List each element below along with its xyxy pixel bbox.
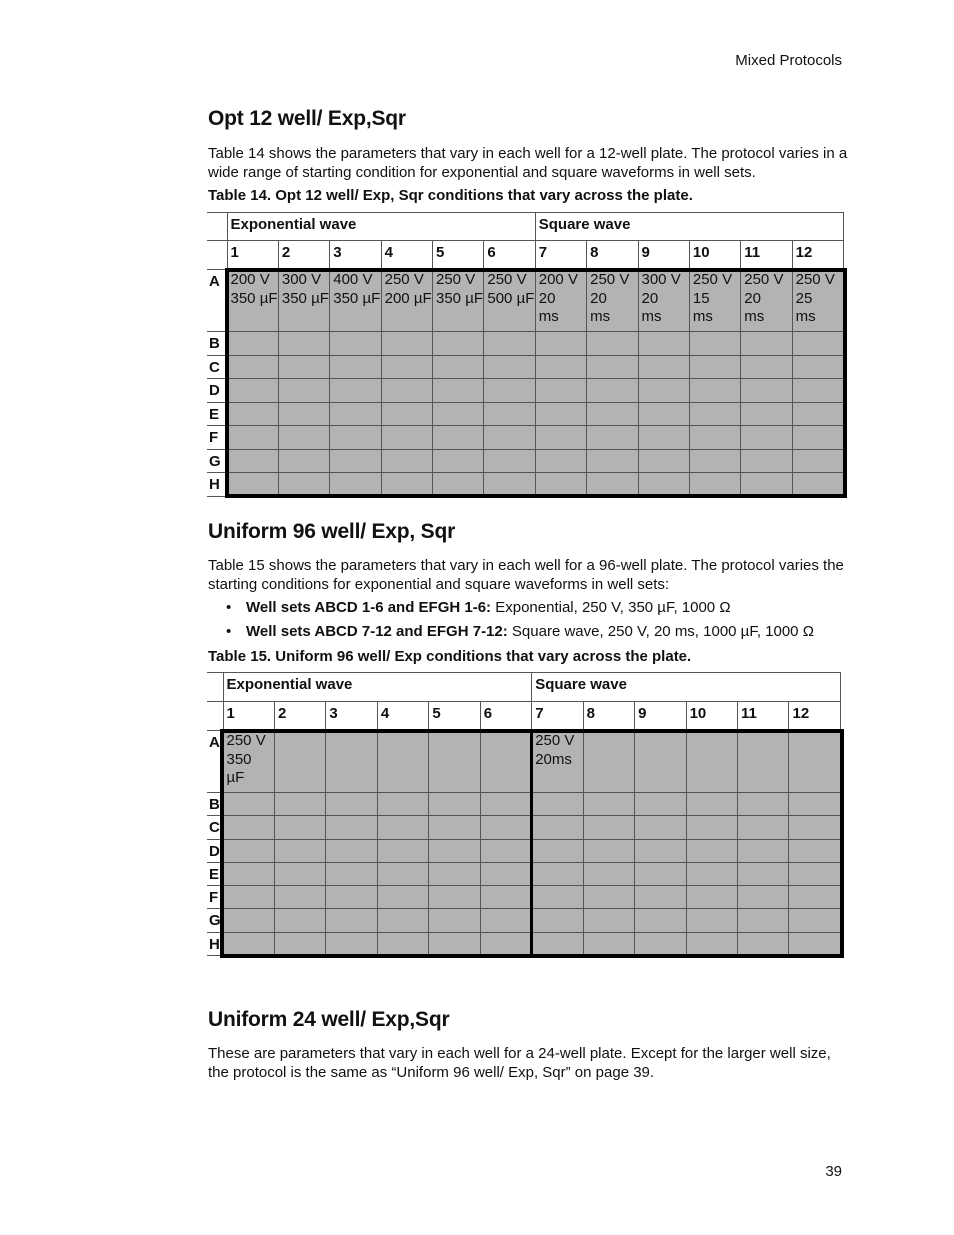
well-cell <box>326 862 377 885</box>
table-row <box>207 886 841 909</box>
well-cell <box>429 839 480 862</box>
well-cell <box>480 886 531 909</box>
well-cell <box>326 909 377 932</box>
well-cell <box>587 426 638 450</box>
well-cell <box>587 402 638 426</box>
well-cell <box>278 473 329 497</box>
well-cell <box>223 932 274 955</box>
well-cell <box>381 449 432 473</box>
well-cell <box>223 886 274 909</box>
table-row <box>207 793 841 816</box>
well-cell <box>532 909 583 932</box>
well-cell <box>326 886 377 909</box>
table14-caption: Table 14. Opt 12 well/ Exp, Sqr conditions that vary across the plate. <box>208 187 693 204</box>
table15 <box>207 672 841 956</box>
table-row <box>207 379 844 403</box>
well-cell: 250 V 20 ms <box>587 270 638 332</box>
well-cell <box>484 473 535 497</box>
well-cell <box>484 402 535 426</box>
column-header: 2 <box>274 702 325 731</box>
well-cell <box>686 909 737 932</box>
row-label: B <box>207 793 223 816</box>
row-label: F <box>207 426 227 450</box>
well-cell <box>738 932 789 955</box>
well-cell <box>326 731 377 793</box>
well-cell <box>789 909 841 932</box>
well-cell <box>429 909 480 932</box>
column-header: 10 <box>689 241 740 270</box>
well-cell <box>278 402 329 426</box>
well-cell <box>330 473 381 497</box>
well-cell <box>381 355 432 379</box>
well-cell <box>738 793 789 816</box>
well-cell <box>278 355 329 379</box>
table-corner <box>207 241 227 270</box>
well-cell <box>583 886 634 909</box>
well-cell <box>429 731 480 793</box>
well-cell <box>792 332 843 356</box>
list-item: • Well sets ABCD 1-6 and EFGH 1-6: Exponential, 250 V, 350 µF, 1000 Ω <box>208 598 814 622</box>
well-cell <box>429 793 480 816</box>
well-cell <box>689 426 740 450</box>
well-cell <box>792 355 843 379</box>
well-cell <box>792 402 843 426</box>
well-cell <box>635 793 686 816</box>
well-cell <box>278 449 329 473</box>
well-cell <box>583 816 634 839</box>
well-cell <box>686 731 737 793</box>
well-cell <box>686 862 737 885</box>
well-cell <box>789 886 841 909</box>
row-label: H <box>207 473 227 497</box>
well-cell <box>223 909 274 932</box>
well-cell <box>535 355 586 379</box>
table-corner <box>207 673 223 702</box>
well-cell <box>223 793 274 816</box>
section-intro-opt12: Table 14 shows the parameters that vary in each well for a 12-well plate. The protocol varies in a wide range of starting condition for exponential and square waveforms in well sets. <box>208 145 848 181</box>
well-cell <box>484 449 535 473</box>
well-cell <box>274 862 325 885</box>
well-cell <box>792 449 843 473</box>
well-cell <box>689 473 740 497</box>
well-cell <box>638 355 689 379</box>
well-cell <box>433 426 484 450</box>
section-title-uniform24: Uniform 24 well/ Exp,Sqr <box>208 1008 450 1031</box>
well-cell <box>227 402 278 426</box>
well-cell <box>377 793 428 816</box>
well-cell <box>377 932 428 955</box>
well-cell <box>274 731 325 793</box>
well-cell <box>741 473 792 497</box>
well-cell <box>330 426 381 450</box>
row-label: F <box>207 886 223 909</box>
well-cell <box>789 816 841 839</box>
well-cell <box>789 731 841 793</box>
column-header: 12 <box>792 241 843 270</box>
column-header: 5 <box>433 241 484 270</box>
well-cell <box>741 379 792 403</box>
running-header: Mixed Protocols <box>735 52 842 69</box>
row-label: C <box>207 816 223 839</box>
table-row <box>207 473 844 497</box>
well-cell <box>381 426 432 450</box>
column-header: 12 <box>789 702 841 731</box>
column-header: 10 <box>686 702 737 731</box>
well-cell <box>635 932 686 955</box>
table15-caption: Table 15. Uniform 96 well/ Exp conditions that vary across the plate. <box>208 648 692 665</box>
well-cell <box>223 862 274 885</box>
table-row <box>207 270 844 332</box>
well-cell <box>689 355 740 379</box>
well-cell <box>278 426 329 450</box>
table-row <box>207 839 841 862</box>
well-cell <box>689 332 740 356</box>
column-header: 8 <box>583 702 634 731</box>
well-cell <box>689 402 740 426</box>
well-cell <box>686 839 737 862</box>
column-header: 1 <box>223 702 274 731</box>
well-cell <box>377 816 428 839</box>
well-cell <box>583 731 634 793</box>
well-cell <box>274 839 325 862</box>
well-cell <box>532 793 583 816</box>
well-cell <box>227 426 278 450</box>
well-cell <box>433 449 484 473</box>
table-corner <box>207 213 227 241</box>
well-cell <box>638 332 689 356</box>
well-cell <box>532 839 583 862</box>
well-cell <box>381 379 432 403</box>
well-cell <box>227 379 278 403</box>
group-header-square: Square wave <box>535 213 843 241</box>
well-cell <box>227 449 278 473</box>
row-label: E <box>207 862 223 885</box>
table-row <box>207 731 841 793</box>
well-cell <box>741 355 792 379</box>
well-cell <box>535 332 586 356</box>
well-cell <box>689 449 740 473</box>
column-header: 9 <box>635 702 686 731</box>
well-cell: 250 V 15 ms <box>689 270 740 332</box>
well-cell <box>326 793 377 816</box>
well-cell <box>377 909 428 932</box>
well-cell <box>274 932 325 955</box>
well-cell: 250 V 350 µF <box>433 270 484 332</box>
well-cell <box>484 332 535 356</box>
group-header-exponential: Exponential wave <box>227 213 535 241</box>
well-cell <box>429 862 480 885</box>
column-header: 2 <box>278 241 329 270</box>
well-cell: 300 V 20 ms <box>638 270 689 332</box>
well-cell <box>635 862 686 885</box>
well-cell <box>480 839 531 862</box>
well-cell <box>330 379 381 403</box>
column-header: 7 <box>535 241 586 270</box>
well-cell <box>532 862 583 885</box>
well-cell <box>274 886 325 909</box>
column-header: 5 <box>429 702 480 731</box>
row-label: G <box>207 449 227 473</box>
well-cell <box>535 426 586 450</box>
well-cell <box>587 449 638 473</box>
well-cell <box>741 426 792 450</box>
well-cell <box>535 402 586 426</box>
well-cell <box>638 402 689 426</box>
well-cell <box>792 379 843 403</box>
column-header: 7 <box>532 702 583 731</box>
list-item: • Well sets ABCD 7-12 and EFGH 7-12: Square wave, 250 V, 20 ms, 1000 µF, 1000 Ω <box>208 622 814 646</box>
page-number: 39 <box>825 1163 842 1180</box>
table-row <box>207 426 844 450</box>
table14 <box>207 212 844 497</box>
row-label: H <box>207 932 223 955</box>
row-label: A <box>207 270 227 332</box>
well-cell <box>535 379 586 403</box>
well-cell <box>587 379 638 403</box>
well-cell: 250 V 200 µF <box>381 270 432 332</box>
well-cell <box>583 932 634 955</box>
well-cell <box>274 793 325 816</box>
well-cell <box>686 816 737 839</box>
well-cell <box>484 355 535 379</box>
well-cell <box>278 332 329 356</box>
well-cell <box>587 355 638 379</box>
well-cell <box>738 886 789 909</box>
column-header: 4 <box>377 702 428 731</box>
section-title-opt12: Opt 12 well/ Exp,Sqr <box>208 107 406 130</box>
well-cell <box>377 731 428 793</box>
well-cell <box>587 473 638 497</box>
well-cell <box>227 473 278 497</box>
table-corner <box>207 702 223 731</box>
well-cell <box>480 909 531 932</box>
well-cell <box>480 731 531 793</box>
well-cell <box>532 816 583 839</box>
well-cell <box>789 862 841 885</box>
row-label: D <box>207 379 227 403</box>
table-row <box>207 932 841 955</box>
well-cell <box>686 886 737 909</box>
well-cell <box>638 379 689 403</box>
column-header: 1 <box>227 241 278 270</box>
well-cell <box>377 862 428 885</box>
well-cell <box>326 932 377 955</box>
well-cell <box>227 355 278 379</box>
well-cell <box>223 839 274 862</box>
well-cell <box>278 379 329 403</box>
well-cell <box>480 816 531 839</box>
well-cell <box>326 839 377 862</box>
well-cell <box>583 839 634 862</box>
well-cell <box>635 839 686 862</box>
well-cell <box>330 355 381 379</box>
well-cell <box>738 862 789 885</box>
well-cell <box>792 426 843 450</box>
well-cell <box>433 402 484 426</box>
well-cell: 200 V 350 µF <box>227 270 278 332</box>
well-cell <box>433 332 484 356</box>
well-cell <box>535 449 586 473</box>
well-cell <box>686 932 737 955</box>
section-intro-uniform96: Table 15 shows the parameters that vary in each well for a 96-well plate. The protocol varies the starting conditions for exponential and square waveforms in well sets: <box>208 557 844 593</box>
well-cell <box>433 379 484 403</box>
well-cell <box>381 332 432 356</box>
well-cell <box>484 426 535 450</box>
column-header: 3 <box>326 702 377 731</box>
well-cell <box>635 731 686 793</box>
well-cell <box>789 932 841 955</box>
well-cell <box>223 816 274 839</box>
well-cell <box>789 839 841 862</box>
well-cell <box>429 932 480 955</box>
well-cell <box>741 332 792 356</box>
well-cell <box>638 449 689 473</box>
well-cell <box>583 909 634 932</box>
well-cell: 300 V 350 µF <box>278 270 329 332</box>
well-cell <box>535 473 586 497</box>
well-cell <box>587 332 638 356</box>
well-cell <box>274 909 325 932</box>
well-cell <box>227 332 278 356</box>
well-cell <box>741 449 792 473</box>
well-cell <box>635 886 686 909</box>
well-cell <box>638 426 689 450</box>
well-cell <box>381 402 432 426</box>
well-cell <box>583 793 634 816</box>
table-row <box>207 355 844 379</box>
well-cell <box>532 886 583 909</box>
row-label: A <box>207 731 223 793</box>
well-cell <box>638 473 689 497</box>
well-cell <box>330 332 381 356</box>
well-cell <box>480 793 531 816</box>
well-cell <box>326 816 377 839</box>
well-cell: 250 V 20ms <box>532 731 583 793</box>
well-cell <box>429 816 480 839</box>
well-cell <box>330 449 381 473</box>
well-cell <box>738 816 789 839</box>
well-cell: 250 V 20 ms <box>741 270 792 332</box>
group-header-exponential: Exponential wave <box>223 673 532 702</box>
well-cell <box>792 473 843 497</box>
well-cell <box>738 839 789 862</box>
well-cell <box>635 909 686 932</box>
column-header: 4 <box>381 241 432 270</box>
row-label: G <box>207 909 223 932</box>
column-header: 11 <box>738 702 789 731</box>
well-cell <box>689 379 740 403</box>
well-cell <box>738 909 789 932</box>
well-cell: 250 V 350 µF <box>223 731 274 793</box>
well-cell <box>480 862 531 885</box>
well-cell <box>741 402 792 426</box>
well-cell <box>789 793 841 816</box>
row-label: C <box>207 355 227 379</box>
well-cell <box>583 862 634 885</box>
column-header: 9 <box>638 241 689 270</box>
well-set-list <box>208 598 814 646</box>
table-row <box>207 449 844 473</box>
well-cell <box>635 816 686 839</box>
well-cell <box>377 839 428 862</box>
well-cell: 400 V 350 µF <box>330 270 381 332</box>
table-row <box>207 909 841 932</box>
well-cell <box>686 793 737 816</box>
well-cell <box>330 402 381 426</box>
column-header: 6 <box>480 702 531 731</box>
well-cell <box>433 355 484 379</box>
table-row <box>207 816 841 839</box>
well-cell <box>484 379 535 403</box>
group-header-square: Square wave <box>532 673 841 702</box>
well-cell <box>433 473 484 497</box>
well-cell: 250 V 25 ms <box>792 270 843 332</box>
well-cell <box>480 932 531 955</box>
well-cell <box>738 731 789 793</box>
well-cell <box>377 886 428 909</box>
row-label: B <box>207 332 227 356</box>
section-title-uniform96: Uniform 96 well/ Exp, Sqr <box>208 520 456 543</box>
row-label: E <box>207 402 227 426</box>
table-row <box>207 332 844 356</box>
column-header: 3 <box>330 241 381 270</box>
well-cell: 250 V 500 µF <box>484 270 535 332</box>
well-cell <box>429 886 480 909</box>
section-body-uniform24: These are parameters that vary in each well for a 24-well plate. Except for the larger well size, the protocol is the same as “Uniform 96 well/ Exp, Sqr” on page 39. <box>208 1045 831 1081</box>
column-header: 11 <box>741 241 792 270</box>
table-row <box>207 402 844 426</box>
row-label: D <box>207 839 223 862</box>
column-header: 6 <box>484 241 535 270</box>
well-cell: 200 V 20 ms <box>535 270 586 332</box>
well-cell <box>274 816 325 839</box>
column-header: 8 <box>587 241 638 270</box>
well-cell <box>381 473 432 497</box>
well-cell <box>532 932 583 955</box>
table-row <box>207 862 841 885</box>
